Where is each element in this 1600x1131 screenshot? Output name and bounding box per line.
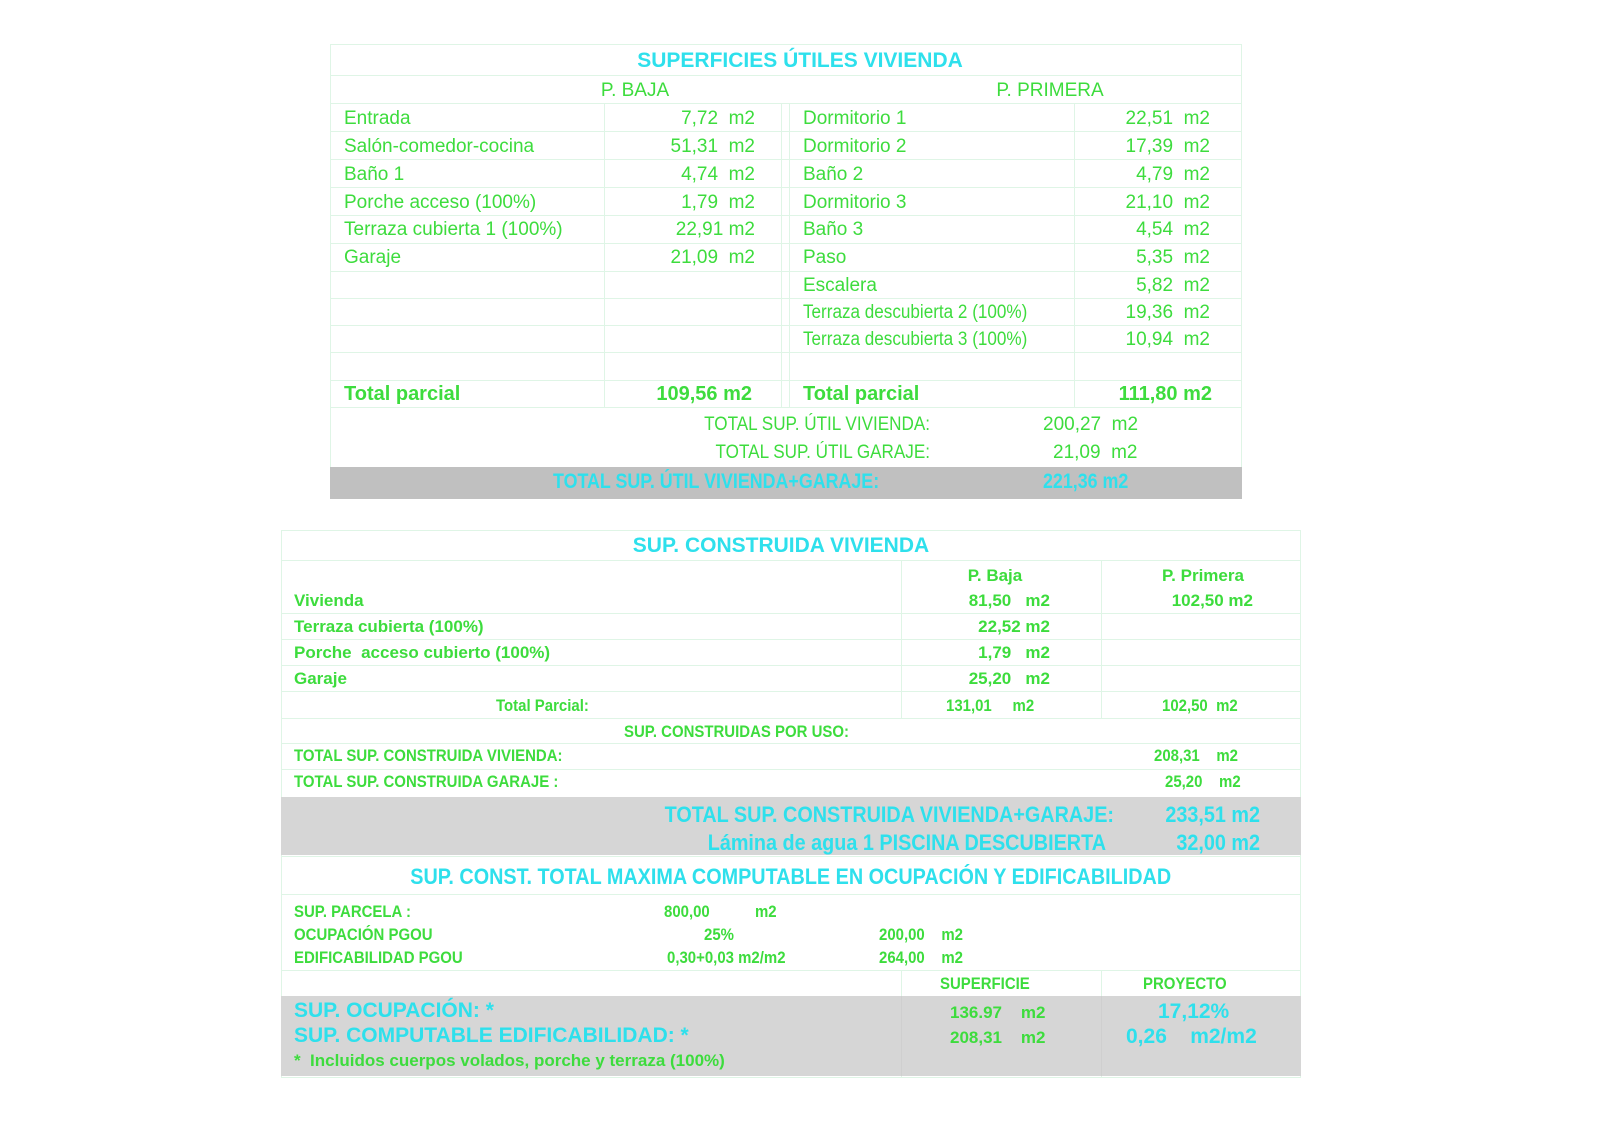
- total-parcial-primera: 111,80 m2: [1118, 383, 1212, 405]
- divider: [330, 271, 1242, 272]
- total-parcial-baja: 109,56 m2: [656, 383, 752, 405]
- total-vivienda-label: TOTAL SUP. CONSTRUIDA VIVIENDA:: [294, 746, 563, 765]
- divider: [281, 665, 1301, 666]
- col-header-p-primera: P. PRIMERA: [996, 80, 1104, 101]
- col-header-proyecto: PROYECTO: [1143, 974, 1227, 993]
- row-label: Terraza cubierta 1 (100%): [344, 219, 563, 240]
- divider: [281, 718, 1301, 719]
- row-value: 10,94 m2: [1125, 329, 1210, 350]
- divider: [789, 103, 790, 407]
- total-garaje-label: TOTAL SUP. CONSTRUIDA GARAJE :: [294, 772, 559, 791]
- row-baja: 22,52 m2: [978, 617, 1050, 636]
- divider: [281, 530, 1301, 531]
- row-label: Escalera: [803, 275, 877, 296]
- row-value: 4,74 m2: [681, 164, 755, 185]
- ocupacion-label: OCUPACIÓN PGOU: [294, 925, 433, 944]
- divider: [330, 243, 1242, 244]
- utiles-title: SUPERFICIES ÚTILES VIVIENDA: [637, 49, 963, 72]
- row-value: 1,79 m2: [681, 192, 755, 213]
- total-parcial-label: Total parcial: [803, 383, 920, 405]
- row-label: Dormitorio 2: [803, 136, 907, 157]
- row-value: 5,82 m2: [1136, 275, 1210, 296]
- edif-value: 264,00 m2: [879, 948, 964, 967]
- total-general-label: TOTAL SUP. CONSTRUIDA VIVIENDA+GARAJE:: [664, 802, 1114, 827]
- total-parcial-label: Total Parcial:: [496, 696, 589, 715]
- divider: [281, 894, 1301, 895]
- divider: [330, 75, 1242, 76]
- total-parcial-primera: 102,50 m2: [1162, 696, 1238, 715]
- row-label: Dormitorio 3: [803, 192, 907, 213]
- divider: [330, 103, 1242, 104]
- divider: [281, 613, 1301, 614]
- row-value: 4,79 m2: [1136, 164, 1210, 185]
- total-parcial-baja: 131,01 m2: [946, 696, 1035, 715]
- divider: [1241, 44, 1242, 468]
- parcela-label: SUP. PARCELA :: [294, 902, 411, 921]
- row-label: Terraza descubierta 3 (100%): [803, 329, 1028, 350]
- divider: [330, 159, 1242, 160]
- total-parcial-label: Total parcial: [344, 383, 461, 405]
- total-vivienda-label: TOTAL SUP. ÚTIL VIVIENDA:: [704, 414, 930, 435]
- row-label: Baño 3: [803, 219, 864, 240]
- total-general-value: 233,51 m2: [1165, 802, 1260, 827]
- row-label: Porche acceso (100%): [344, 192, 537, 213]
- row-baja: 81,50 m2: [968, 591, 1050, 610]
- sup-ocupacion-label: SUP. OCUPACIÓN: *: [294, 999, 494, 1022]
- row-label: Baño 2: [803, 164, 864, 185]
- divider: [1101, 560, 1102, 718]
- row-value: 22,91 m2: [675, 219, 755, 240]
- sup-ocupacion-superficie: 136.97 m2: [950, 1003, 1046, 1022]
- construida-title: SUP. CONSTRUIDA VIVIENDA: [632, 534, 930, 557]
- row-label: Terraza descubierta 2 (100%): [803, 302, 1028, 323]
- row-value: 21,10 m2: [1125, 192, 1210, 213]
- total-general-value: 221,36 m2: [1043, 470, 1129, 493]
- row-label: Vivienda: [294, 591, 364, 610]
- total-garaje-label: TOTAL SUP. ÚTIL GARAJE:: [715, 442, 930, 463]
- divider: [281, 560, 1301, 561]
- divider: [330, 407, 1242, 408]
- total-garaje-value: 25,20 m2: [1165, 772, 1241, 791]
- piscina-value: 32,00 m2: [1176, 830, 1260, 855]
- divider: [1101, 996, 1102, 1076]
- divider: [281, 970, 1301, 971]
- divider: [281, 769, 1301, 770]
- total-vivienda-value: 208,31 m2: [1154, 746, 1239, 765]
- computable-title: [281, 864, 1301, 890]
- ocupacion-pct: 25%: [704, 925, 734, 944]
- row-label: Garaje: [294, 669, 347, 688]
- divider: [330, 131, 1242, 132]
- divider: [781, 103, 782, 407]
- divider: [330, 187, 1242, 188]
- divider: [330, 44, 1242, 45]
- divider: [330, 325, 1242, 326]
- col-header-p-baja: P. BAJA: [600, 80, 670, 101]
- total-general-label: TOTAL SUP. ÚTIL VIVIENDA+GARAJE:: [553, 470, 880, 493]
- sup-ocupacion-proyecto: 17,12%: [1158, 1000, 1230, 1023]
- row-value: 51,31 m2: [670, 136, 755, 157]
- col-header-superficie: SUPERFICIE: [940, 974, 1030, 993]
- por-uso-label: SUP. CONSTRUIDAS POR USO:: [624, 722, 849, 741]
- divider: [281, 691, 1301, 692]
- row-primera: 102,50 m2: [1171, 591, 1253, 610]
- total-garaje-value: 21,09 m2: [1053, 442, 1138, 463]
- divider: [330, 215, 1242, 216]
- row-label: Terraza cubierta (100%): [294, 617, 484, 636]
- divider: [330, 352, 1242, 353]
- row-label: Paso: [803, 247, 847, 268]
- divider: [281, 743, 1301, 744]
- divider: [330, 380, 1242, 381]
- divider: [281, 1077, 1301, 1078]
- row-label: Baño 1: [344, 164, 405, 185]
- ocupacion-value: 200,00 m2: [879, 925, 964, 944]
- row-baja: 1,79 m2: [978, 643, 1050, 662]
- divider: [281, 639, 1301, 640]
- row-label: Salón-comedor-cocina: [344, 136, 535, 157]
- divider: [330, 298, 1242, 299]
- piscina-label: Lámina de agua 1 PISCINA DESCUBIERTA: [707, 830, 1106, 855]
- sup-edif-label: SUP. COMPUTABLE EDIFICABILIDAD: *: [294, 1024, 689, 1047]
- row-value: 5,35 m2: [1136, 247, 1210, 268]
- row-value: 22,51 m2: [1125, 108, 1210, 129]
- parcela-unit: m2: [755, 902, 777, 921]
- row-label: Porche acceso cubierto (100%): [294, 643, 551, 662]
- row-label: Garaje: [344, 247, 402, 268]
- divider: [281, 856, 1301, 857]
- row-label: Entrada: [344, 108, 411, 129]
- edif-label: EDIFICABILIDAD PGOU: [294, 948, 463, 967]
- divider: [330, 44, 331, 468]
- sup-edif-proyecto: 0,26 m2/m2: [1126, 1025, 1257, 1048]
- divider: [901, 560, 902, 718]
- row-baja: 25,20 m2: [968, 669, 1050, 688]
- edif-ratio: 0,30+0,03 m2/m2: [667, 948, 786, 967]
- row-value: 7,72 m2: [681, 108, 755, 129]
- total-vivienda-value: 200,27 m2: [1043, 414, 1139, 435]
- footnote: * Incluidos cuerpos volados, porche y terraza (100%): [294, 1051, 725, 1070]
- row-value: 4,54 m2: [1136, 219, 1210, 240]
- row-value: 17,39 m2: [1125, 136, 1210, 157]
- row-value: 21,09 m2: [670, 247, 755, 268]
- row-label: Dormitorio 1: [803, 108, 907, 129]
- divider: [901, 996, 902, 1076]
- computable-title-text: SUP. CONST. TOTAL MAXIMA COMPUTABLE EN OCUPACIÓN Y EDIFICABILIDAD: [410, 864, 1172, 889]
- col-header-p-primera: P. Primera: [1162, 566, 1244, 585]
- col-header-p-baja: P. Baja: [967, 566, 1023, 585]
- row-value: 19,36 m2: [1125, 302, 1210, 323]
- parcela-value: 800,00: [664, 902, 710, 921]
- sup-edif-superficie: 208,31 m2: [950, 1028, 1046, 1047]
